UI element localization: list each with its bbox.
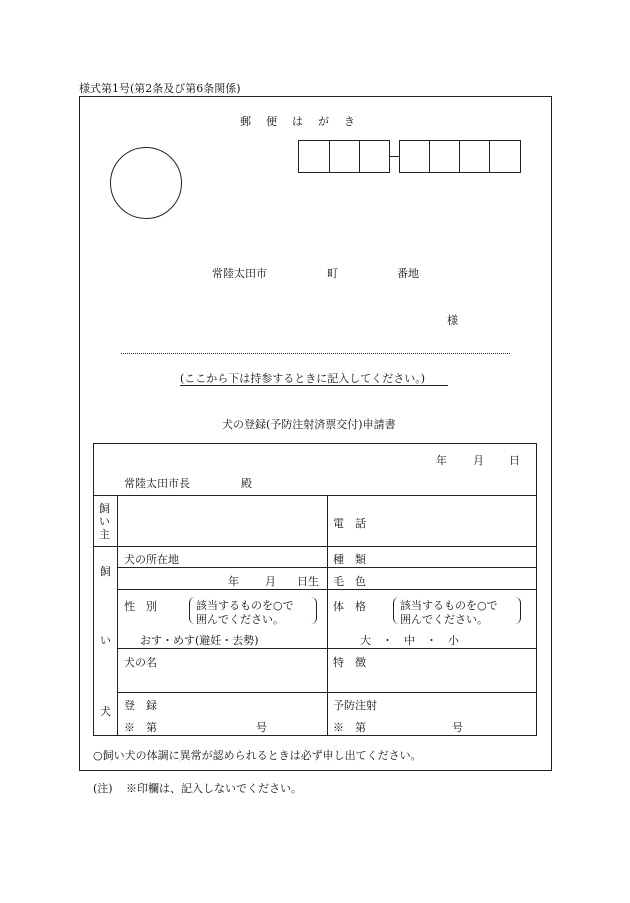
dog-label-mid: い [100, 634, 111, 647]
rule-owner-top [93, 495, 537, 496]
sex-note-2: 囲んでください。 [196, 613, 284, 626]
vaccination-number-suffix: 号 [452, 721, 463, 734]
size-note-2: 囲んでください。 [400, 613, 488, 626]
size-options[interactable]: 大 ・ 中 ・ 小 [360, 634, 459, 647]
date-day: 日 [509, 454, 520, 467]
vaccination-number-mark: ※ 第 [333, 721, 366, 734]
birth-year: 年 [228, 575, 239, 588]
health-notice: ○飼い犬の体調に異常が認められるときは必ず申し出てください。 [93, 749, 422, 762]
instruction-text: (ここから下は持参するときに記入してください。) [180, 372, 426, 385]
cut-line [121, 353, 510, 354]
location-label: 犬の所在地 [124, 553, 179, 566]
sex-note-1: 該当するものを○で [196, 599, 294, 612]
features-label: 特 徴 [333, 656, 366, 669]
vaccination-label: 予防注射 [333, 699, 377, 712]
postal-digit-3[interactable] [359, 140, 390, 173]
owner-label: 飼い主 [99, 502, 110, 541]
sex-options[interactable]: おす・めす(避妊・去勢) [140, 634, 259, 647]
registration-number-mark: ※ 第 [124, 721, 157, 734]
address-number: 番地 [397, 267, 419, 280]
form-number: 様式第1号(第2条及び第6条関係) [79, 82, 241, 95]
sex-label: 性 別 [124, 600, 157, 613]
addressee-honorific: 殿 [241, 477, 252, 490]
dog-label-top: 飼 [100, 565, 111, 578]
postal-digit-1[interactable] [298, 140, 330, 173]
addressee-name: 常陸太田市長 [124, 477, 190, 490]
postal-digit-4[interactable] [399, 140, 430, 173]
address-city: 常陸太田市 [212, 267, 267, 280]
coat-color-label: 毛 色 [333, 575, 366, 588]
date-month: 月 [473, 454, 484, 467]
postal-code-boxes[interactable] [298, 140, 521, 173]
postal-digit-6[interactable] [459, 140, 490, 173]
size-label: 体 格 [333, 600, 366, 613]
rule-left-label [117, 495, 118, 736]
size-note-1: 該当するものを○で [400, 599, 498, 612]
instruction-underline [180, 385, 448, 386]
registration-label: 登 録 [124, 699, 157, 712]
breed-label: 種 類 [333, 553, 366, 566]
rule-owner-bottom [93, 546, 537, 547]
birth-month: 月 [265, 575, 276, 588]
registration-number-suffix: 号 [256, 721, 267, 734]
postal-digit-2[interactable] [329, 140, 360, 173]
stamp-circle [110, 147, 182, 219]
date-year: 年 [436, 454, 447, 467]
rule-middle [327, 495, 328, 736]
postcard-title: 郵 便 は が き [240, 115, 357, 128]
address-town: 町 [327, 267, 338, 280]
postal-digit-7[interactable] [489, 140, 521, 173]
footnote-text: ※印欄は、記入しないでください。 [126, 782, 302, 795]
footnote-label: (注) [93, 782, 113, 795]
dog-name-label: 犬の名 [124, 656, 157, 669]
dog-label-bottom: 犬 [100, 705, 111, 718]
recipient-honorific: 様 [447, 314, 458, 327]
birth-day: 日生 [297, 575, 319, 588]
phone-label: 電 話 [333, 517, 366, 530]
postal-digit-5[interactable] [429, 140, 460, 173]
form-title: 犬の登録(予防注射済票交付)申請書 [222, 418, 396, 431]
